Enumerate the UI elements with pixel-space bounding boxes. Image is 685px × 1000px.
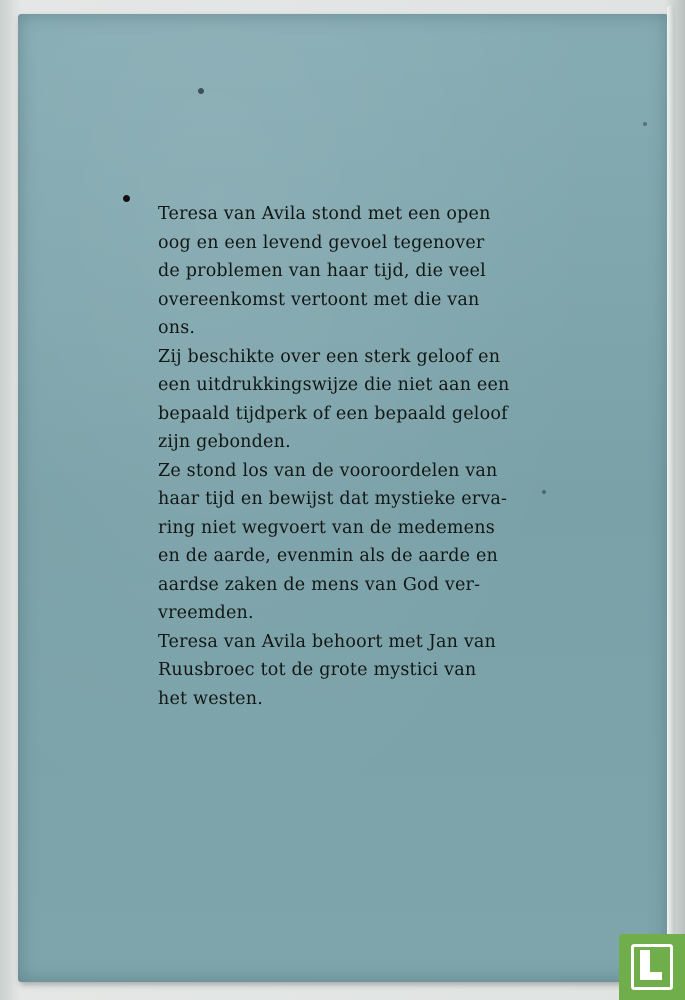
- blurb-line: de problemen van haar tijd, die veel: [158, 261, 486, 281]
- back-cover-blurb: [158, 200, 548, 713]
- bullet-dot: [123, 195, 130, 202]
- blurb-line: aardse zaken de mens van God ver-: [158, 574, 481, 595]
- logo-frame: [631, 944, 673, 990]
- blurb-line: zijn gebonden.: [158, 432, 291, 452]
- blurb-line: overeenkomst vertoont met die van: [158, 289, 480, 310]
- blurb-line: het westen.: [158, 688, 263, 709]
- cover-speck: [643, 122, 647, 126]
- blurb-line: ons.: [158, 318, 196, 338]
- blurb-line: Teresa van Avila behoort met Jan van: [158, 631, 497, 652]
- blurb-line: Ruusbroec tot de grote mystici van: [158, 660, 477, 680]
- blurb-line: vreemden.: [158, 603, 254, 623]
- blurb-line: Zij beschikte over een sterk geloof en: [158, 346, 501, 367]
- blurb-line: en de aarde, evenmin als de aarde en: [158, 546, 498, 566]
- logo-letter-foot: [640, 972, 662, 980]
- blurb-line: haar tijd en bewijst dat mystieke erva-: [158, 489, 508, 509]
- plastic-sleeve-edge: [667, 6, 675, 991]
- blurb-line: Ze stond los van de vooroordelen van: [158, 460, 498, 481]
- blurb-line: ring niet wegvoert van de medemens: [158, 517, 495, 538]
- blurb-line: Teresa van Avila stond met een open: [158, 204, 491, 224]
- blurb-line: bepaald tijdperk of een bepaald geloof: [158, 403, 508, 424]
- catawiki-l-icon: [619, 934, 685, 1000]
- cover-speck: [198, 88, 204, 94]
- blurb-line: oog en een levend gevoel tegenover: [158, 232, 485, 253]
- blurb-line: een uitdrukkingswijze die niet aan een: [158, 375, 510, 395]
